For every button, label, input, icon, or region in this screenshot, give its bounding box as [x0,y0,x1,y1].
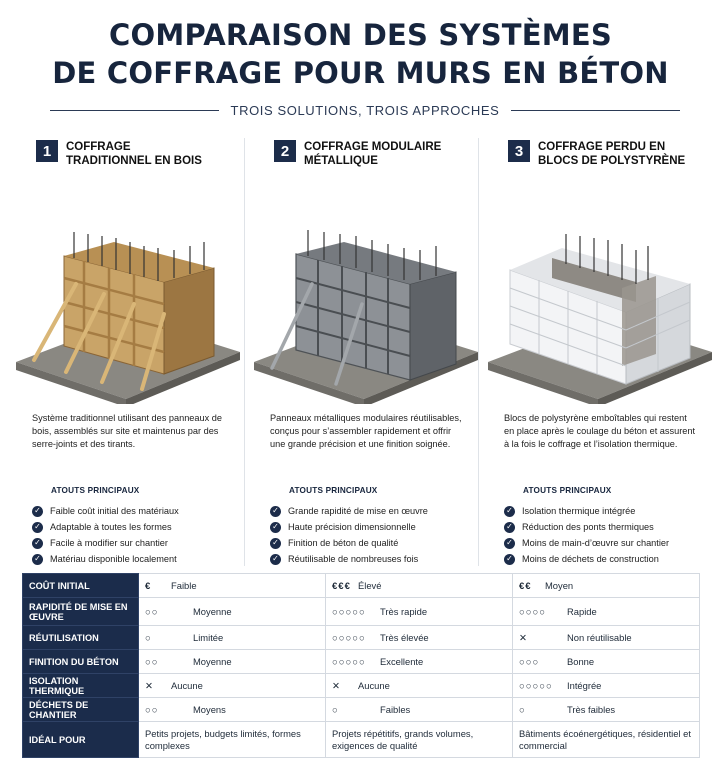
check-icon: ✓ [32,506,43,517]
rating-symbol: ✕ [145,680,154,692]
rating-symbol: ✕ [519,632,528,644]
system-header [252,140,480,180]
atouts-list [486,503,714,567]
metal-panel-side [410,272,456,380]
table-cell: Bâtiments écoénergétiques, résidentiel et commercial [513,722,700,758]
system-description: Panneaux métalliques modulaires réutilisables, conçus pour s’assembler rapidement et offrir une grande précision et une finition soignée. [270,413,462,449]
atout-item: ✓ Réduction des ponts thermiques [504,519,714,535]
rating-symbol: €€ [519,580,532,592]
rating-symbol: ○○○○○ [519,680,553,692]
rating-symbol: €€€ [332,580,351,592]
table-cell: ○○○○○ Très rapide [326,598,513,626]
check-icon: ✓ [270,506,281,517]
rating-symbol: ○ [332,704,339,716]
table-row [23,722,700,758]
row-header: COÛT INITIAL [23,574,139,598]
atout-item: ✓ Facile à modifier sur chantier [32,535,242,551]
check-icon: ✓ [32,554,43,565]
check-icon: ✓ [32,522,43,533]
table-cell: ✕ Aucune [326,674,513,698]
rating-symbol: ○○○○○ [332,656,366,668]
system-description: Blocs de polystyrène emboîtables qui restent en place après le coulage du béton et assurent à la fois le coffrage et l’isolation thermique. [504,413,696,449]
column-divider [244,138,245,566]
atouts-list [252,503,480,567]
atout-item: ✓ Isolation thermique intégrée [504,503,714,519]
check-icon: ✓ [504,522,515,533]
page-title [0,16,721,92]
table-cell: ○○ Moyenne [139,650,326,674]
system-title: COFFRAGE MODULAIRE MÉTALLIQUE [304,141,442,167]
rating-symbol: ○○ [145,606,159,618]
wood-formwork-illustration [14,184,242,404]
atout-item: ✓ Faible coût initial des matériaux [32,503,242,519]
system-title: COFFRAGE TRADITIONNEL EN BOIS [66,141,202,167]
check-icon: ✓ [270,554,281,565]
atout-item: ✓ Grande rapidité de mise en œuvre [270,503,480,519]
check-icon: ✓ [270,522,281,533]
wood-panel-side [164,268,214,374]
row-header: DÉCHETS DE CHANTIER [23,698,139,722]
check-icon: ✓ [504,506,515,517]
table-row [23,626,700,650]
table-cell: ○○ Moyens [139,698,326,722]
system-header [14,140,242,180]
comparison-table [22,573,700,758]
row-header: RAPIDITÉ DE MISE EN ŒUVRE [23,598,139,626]
table-cell: ○○○○ Rapide [513,598,700,626]
check-icon: ✓ [504,554,515,565]
metal-formwork-illustration [252,184,480,404]
table-cell: €€€ Élevé [326,574,513,598]
table-row [23,674,700,698]
atouts-heading: ATOUTS PRINCIPAUX [523,486,612,495]
atout-item: ✓ Matériau disponible localement [32,551,242,567]
table-cell: Petits projets, budgets limités, formes complexes [139,722,326,758]
table-cell: ○○○○○ Intégrée [513,674,700,698]
atouts-list [14,503,242,567]
atouts-heading: ATOUTS PRINCIPAUX [51,486,140,495]
system-header [486,140,714,180]
system-number: 1 [36,140,58,162]
table-row [23,574,700,598]
rating-symbol: ○○ [145,704,159,716]
atout-item: ✓ Réutilisable de nombreuses fois [270,551,480,567]
table-cell: ○○ Moyenne [139,598,326,626]
atout-item: ✓ Finition de béton de qualité [270,535,480,551]
system-metal [252,140,480,567]
row-header: IDÉAL POUR [23,722,139,758]
atout-item: ✓ Moins de déchets de construction [504,551,714,567]
system-polystyrene [486,140,714,567]
table-cell: ○ Faibles [326,698,513,722]
rating-symbol: ○○○○○ [332,632,366,644]
table-row [23,598,700,626]
table-cell: ○○○○○ Excellente [326,650,513,674]
rating-symbol: ○○○○○ [332,606,366,618]
system-description: Système traditionnel utilisant des panneaux de bois, assemblés sur site et maintenus par des serre-joints et des tirants. [32,413,222,449]
subtitle-rule-right [511,110,680,111]
title-line-2: DE COFFRAGE POUR MURS EN BÉTON [52,56,669,90]
table-cell: € Faible [139,574,326,598]
system-number: 2 [274,140,296,162]
atout-item: ✓ Moins de main-d’œuvre sur chantier [504,535,714,551]
atout-item: ✓ Adaptable à toutes les formes [32,519,242,535]
rating-symbol: ○○ [145,656,159,668]
subtitle: TROIS SOLUTIONS, TROIS APPROCHES [230,102,500,118]
table-cell: ○ Très faibles [513,698,700,722]
atout-item: ✓ Haute précision dimensionnelle [270,519,480,535]
table-row [23,698,700,722]
polystyrene-formwork-illustration [486,184,714,404]
check-icon: ✓ [32,538,43,549]
table-cell: ○ Limitée [139,626,326,650]
system-number: 3 [508,140,530,162]
table-cell: ✕ Aucune [139,674,326,698]
table-cell: ○○○○○ Très élevée [326,626,513,650]
rating-symbol: ○○○○ [519,606,546,618]
rating-symbol: ○○○ [519,656,540,668]
subtitle-row [50,100,680,120]
system-title: COFFRAGE PERDU EN BLOCS DE POLYSTYRÈNE [538,141,686,167]
table-cell: ✕ Non réutilisable [513,626,700,650]
rating-symbol: ○ [519,704,526,716]
check-icon: ✓ [270,538,281,549]
table-cell: Projets répétitifs, grands volumes, exigences de qualité [326,722,513,758]
subtitle-rule-left [50,110,219,111]
table-row [23,650,700,674]
table-cell: ○○○ Bonne [513,650,700,674]
rating-symbol: ✕ [332,680,341,692]
check-icon: ✓ [504,538,515,549]
rating-symbol: € [145,580,152,592]
table-cell: €€ Moyen [513,574,700,598]
system-wood [14,140,242,567]
atouts-heading: ATOUTS PRINCIPAUX [289,486,378,495]
title-line-1: COMPARAISON DES SYSTÈMES [109,18,612,52]
row-header: ISOLATION THERMIQUE [23,674,139,698]
rating-symbol: ○ [145,632,152,644]
row-header: FINITION DU BÉTON [23,650,139,674]
row-header: RÉUTILISATION [23,626,139,650]
